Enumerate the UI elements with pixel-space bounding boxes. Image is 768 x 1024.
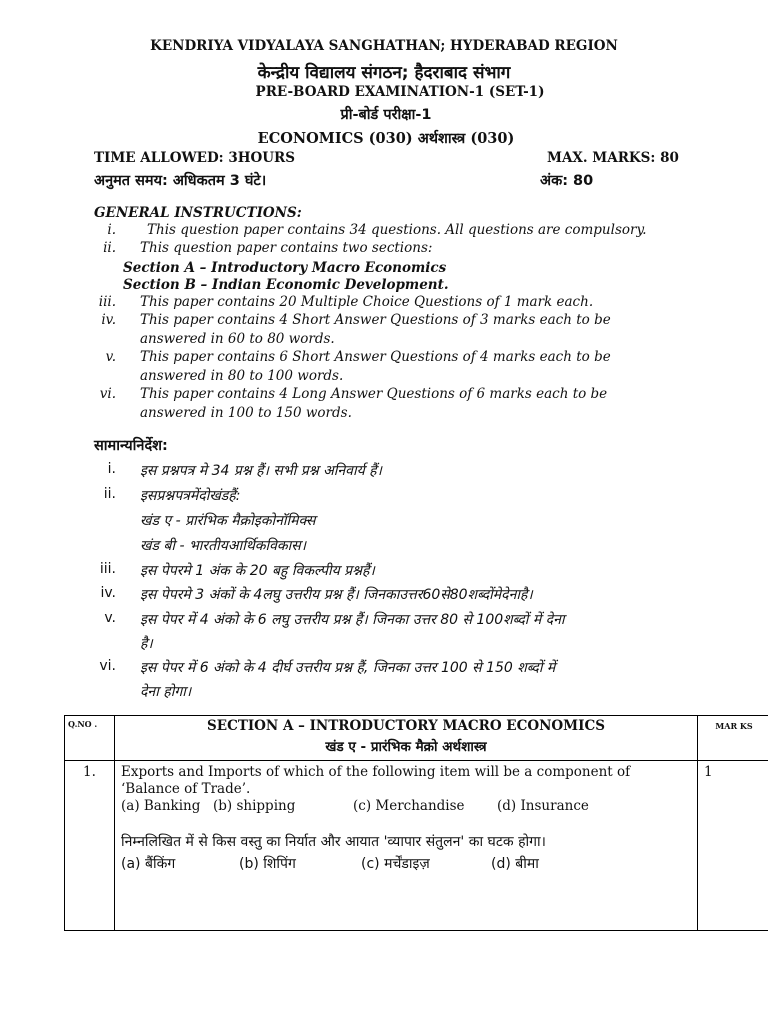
question-text-hi: निम्नलिखित में से किस वस्तु का निर्यात और आयात 'व्यापार संतुलन' का घटक होगा।	[121, 834, 546, 850]
instruction-text: This paper contains 4 Long Answer Questions of 6 marks each to be	[140, 386, 608, 402]
time-allowed-hi: अनुमत समय: अधिकतम 3 घंटे।	[94, 173, 267, 189]
section-a-title: SECTION A – INTRODUCTORY MACRO ECONOMICS	[207, 718, 605, 734]
instruction-text: This question paper contains two sections:	[140, 240, 433, 256]
option-c: (c) Merchandise	[353, 798, 465, 814]
option-b: (b) shipping	[213, 798, 296, 814]
section-a-name: Section A – Introductory Macro Economics	[123, 260, 447, 276]
question-number: 1.	[65, 761, 115, 931]
option-d-hi: (d) बीमा	[491, 856, 539, 872]
instruction-num: v.	[104, 610, 116, 626]
option-d: (d) Insurance	[497, 798, 589, 814]
question-marks: 1	[698, 761, 768, 931]
question-text-en: Exports and Imports of which of the following item will be a component of	[121, 764, 631, 780]
option-a: (a) Banking	[121, 798, 201, 814]
instruction-text: इस पेपर में 6 अंको के 4 दीर्घ उत्तरीय प्रश्न हैं, जिनका उत्तर 100 से 150 शब्दों में	[140, 660, 556, 676]
options-en	[121, 798, 691, 818]
instruction-num: iii.	[98, 294, 116, 310]
options-hi	[121, 854, 691, 874]
hindi-instructions-heading: सामान्यनिर्देश:	[94, 438, 168, 454]
option-c-hi: (c) मर्चेंडाइज़	[361, 856, 430, 872]
exam-title-hi: प्री-बोर्ड परीक्षा-1	[340, 107, 432, 123]
instruction-num: vi.	[99, 658, 116, 674]
instruction-text-cont: answered in 100 to 150 words.	[140, 405, 352, 421]
org-title-hi: केन्द्रीय विद्यालय संगठन; हैदराबाद संभाग	[257, 63, 511, 83]
time-allowed-en: TIME ALLOWED: 3HOURS	[94, 150, 296, 166]
instruction-text-cont: देना होगा।	[140, 684, 192, 700]
instruction-text: इस पेपरमे 1 अंक के 20 बहु विकल्पीय प्रश्नहैं।	[140, 563, 375, 579]
section-header-cell	[115, 716, 698, 761]
max-marks-hi: अंक: 80	[540, 173, 594, 189]
instruction-text: This question paper contains 34 questions. All questions are compulsory.	[147, 222, 647, 238]
option-a-hi: (a) बैंकिंग	[121, 856, 176, 872]
instruction-text: This paper contains 4 Short Answer Questions of 3 marks each to be	[140, 312, 611, 328]
question-body	[115, 761, 698, 931]
org-title-en: KENDRIYA VIDYALAYA SANGHATHAN; HYDERABAD REGION	[150, 38, 618, 54]
instruction-text: This paper contains 20 Multiple Choice Questions of 1 mark each.	[140, 294, 594, 310]
section-b-name-hi: खंड बी - भारतीयआर्थिकविकास।	[140, 538, 307, 554]
instruction-num: i.	[107, 461, 116, 477]
section-a-title-hi: खंड ए - प्रारंभिक मैक्रो अर्थशास्त्र	[325, 739, 487, 755]
instruction-text-cont: है।	[140, 636, 153, 652]
instruction-text: This paper contains 6 Short Answer Questions of 4 marks each to be	[140, 349, 611, 365]
question-table	[64, 715, 768, 931]
section-b-name: Section B – Indian Economic Development.	[123, 277, 449, 293]
option-b-hi: (b) शिपिंग	[239, 856, 296, 872]
table-row	[65, 761, 768, 931]
exam-title-en: PRE-BOARD EXAMINATION-1 (SET-1)	[255, 84, 545, 100]
instruction-text-cont: answered in 80 to 100 words.	[140, 368, 344, 384]
instruction-num: v.	[105, 349, 116, 365]
subject-title: ECONOMICS (030) अर्थशास्त्र (030)	[257, 130, 515, 147]
section-a-name-hi: खंड ए - प्रारंभिक मैक्रोइकोनॉमिक्स	[140, 513, 316, 529]
instruction-text: इस पेपर में 4 अंको के 6 लघु उत्तरीय प्रश्न हैं। जिनका उत्तर 80 से 100शब्दों में देना	[140, 612, 565, 628]
question-text-en-cont: ‘Balance of Trade’.	[121, 781, 251, 797]
table-header-row	[65, 716, 768, 761]
instruction-text: इस प्रश्नपत्र मे 34 प्रश्न हैं। सभी प्रश्न अनिवार्य हैं।	[140, 463, 382, 479]
instruction-num: i.	[107, 222, 116, 238]
instruction-num: vi.	[99, 386, 116, 402]
instruction-num: ii.	[103, 486, 116, 502]
qno-column-header: Q.NO .	[65, 716, 115, 761]
instruction-text: इस पेपरमे 3 अंकों के 4लघु उत्तरीय प्रश्न हैं। जिनकाउत्तर60से80शब्दोंमेदेनाहै।	[140, 587, 533, 603]
marks-column-header: MAR KS	[698, 716, 768, 761]
instruction-num: ii.	[103, 240, 116, 256]
instruction-text-cont: answered in 60 to 80 words.	[140, 331, 335, 347]
instruction-text: इसप्रश्नपत्रमेंदोखंडहैं:	[140, 488, 241, 504]
instruction-num: iii.	[99, 561, 116, 577]
instruction-num: iv.	[100, 585, 116, 601]
general-instructions-heading: GENERAL INSTRUCTIONS:	[94, 205, 302, 221]
max-marks-en: MAX. MARKS: 80	[547, 150, 679, 166]
instruction-num: iv.	[101, 312, 116, 328]
